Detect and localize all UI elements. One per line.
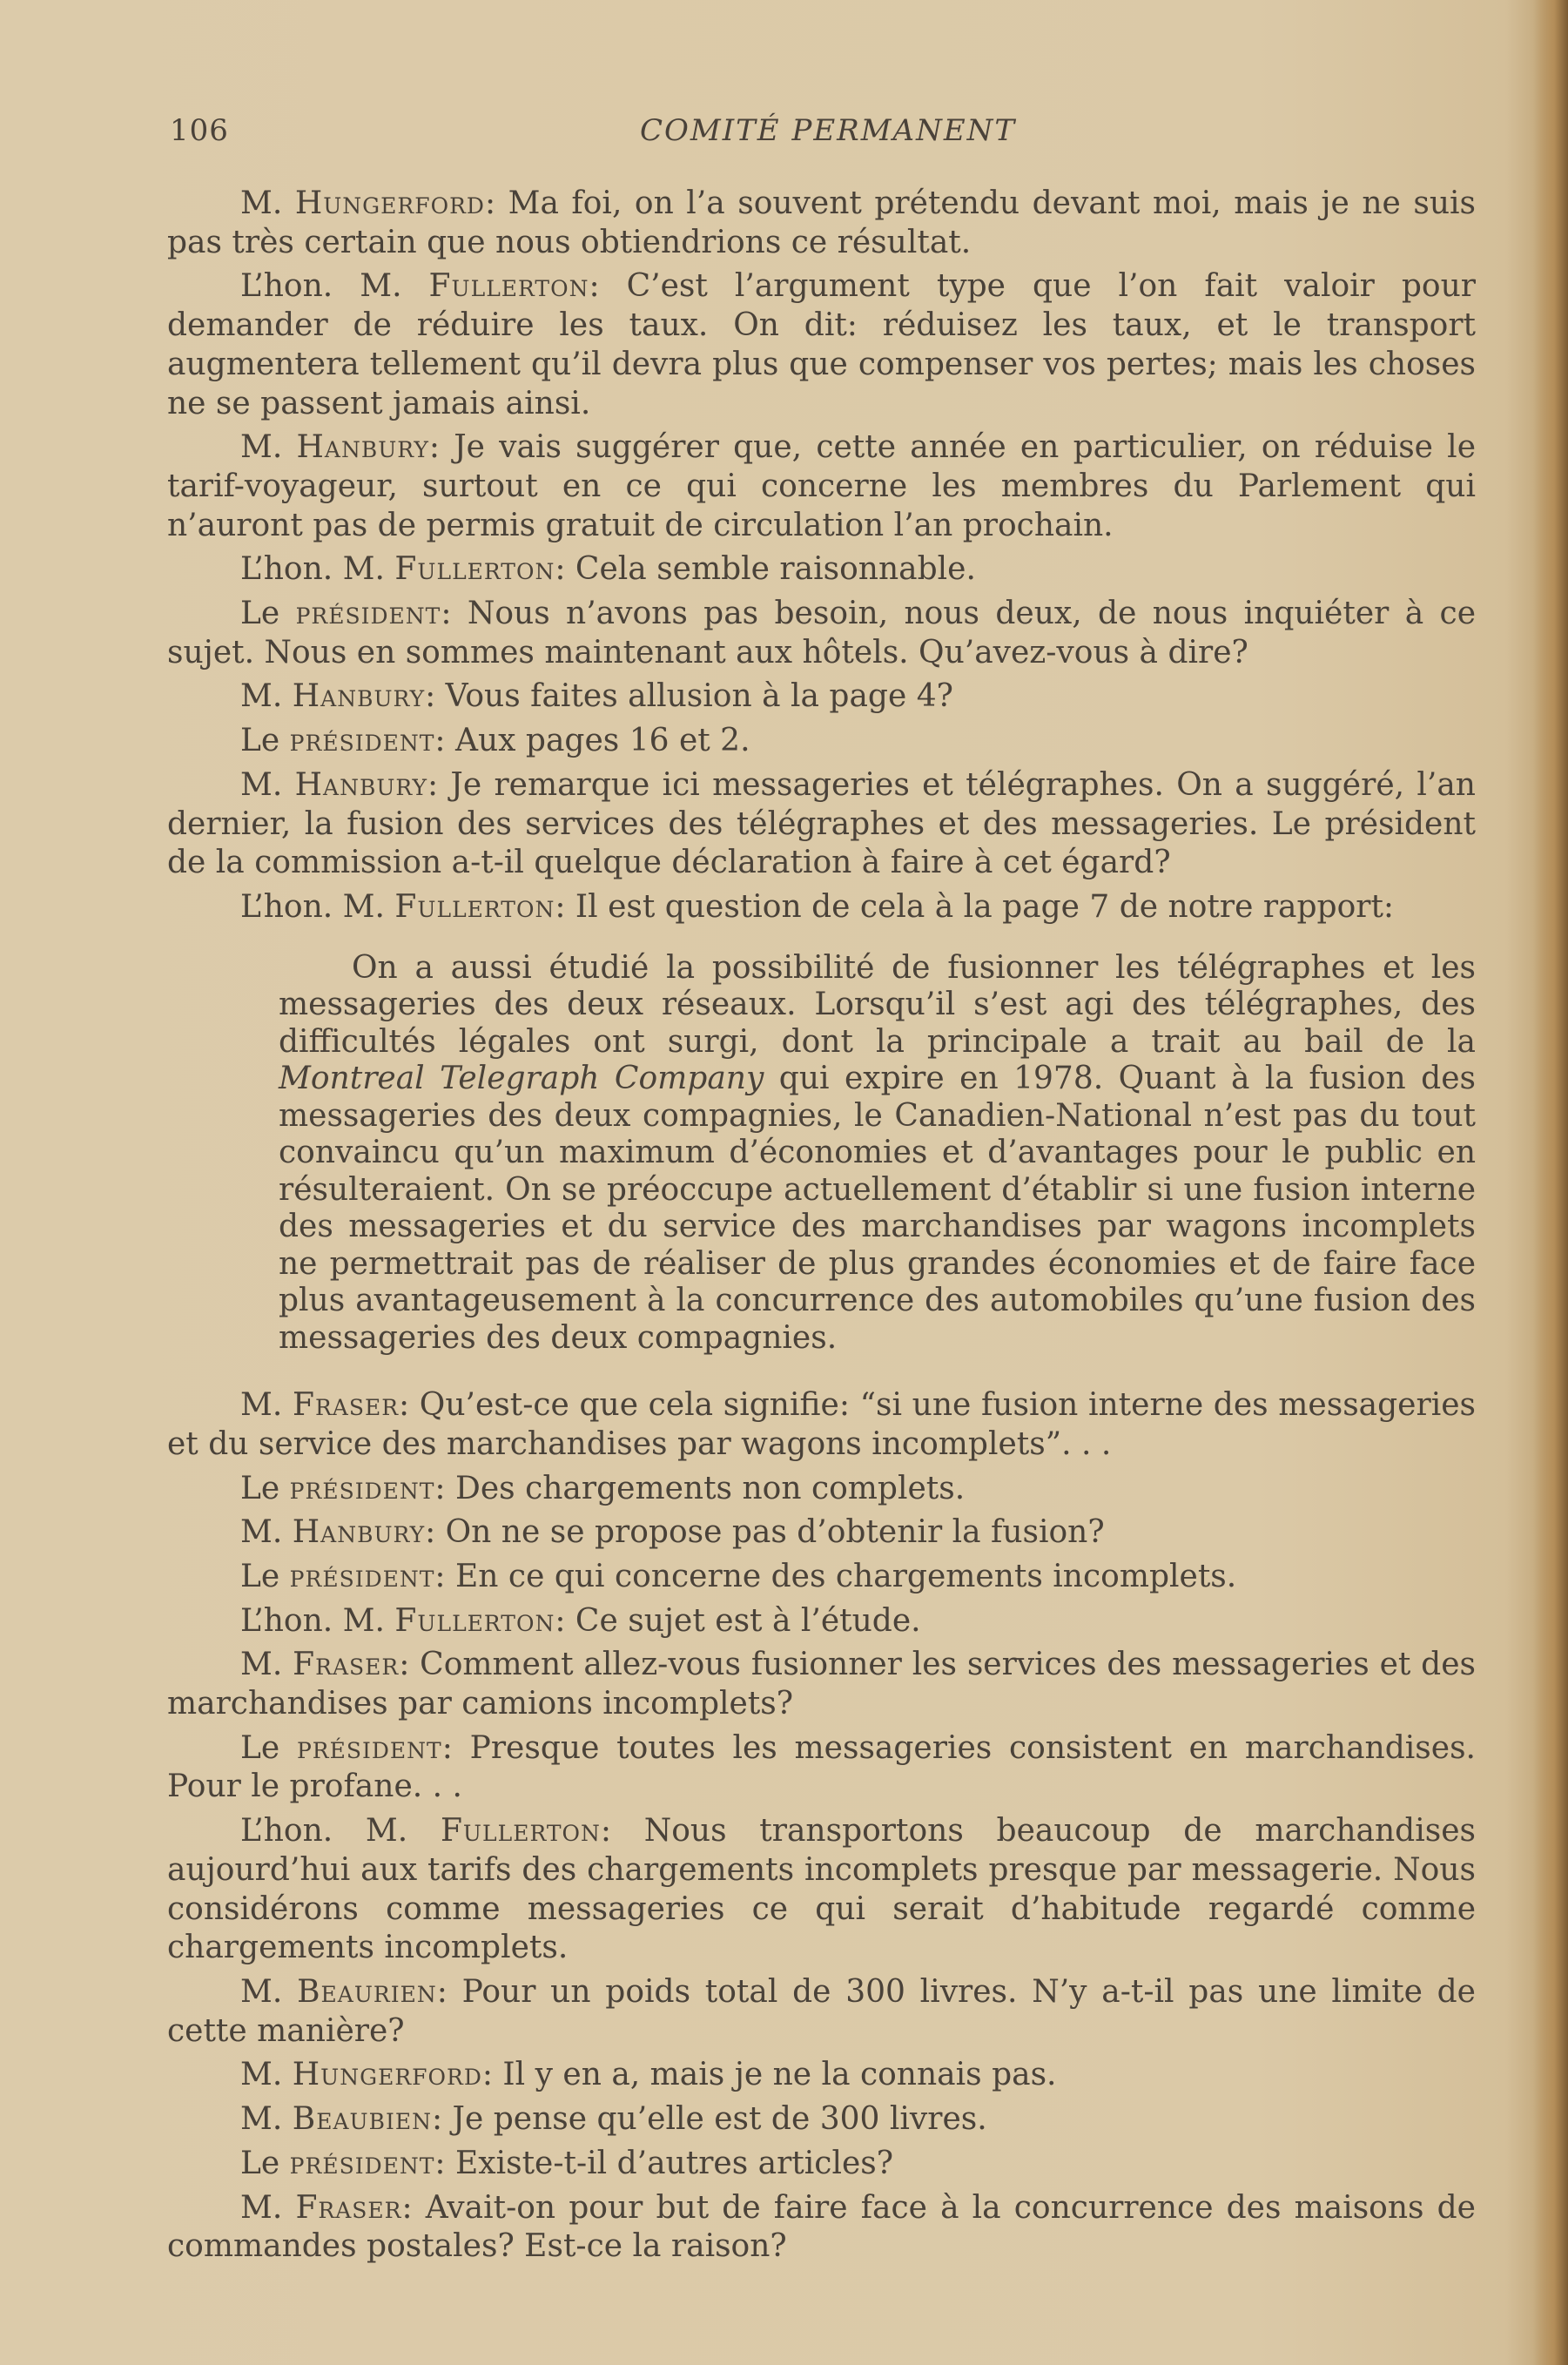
speaker-title: M. xyxy=(240,1974,283,2010)
paragraph-text: : Ma foi, on l’a souvent prétendu devant moi, mais je ne suis pas très certain que nous obtiendrions ce résultat. xyxy=(167,185,1476,260)
paragraph-text: : Presque toutes les messageries consistent en marchandises. Pour le profane. . . xyxy=(167,1729,1476,1805)
paragraph xyxy=(167,1558,1476,1597)
speaker-title: Le xyxy=(240,1729,280,1766)
paragraph xyxy=(167,2145,1476,2184)
paragraph-text: : Cela semble raisonnable. xyxy=(555,551,976,588)
speaker-title: M. xyxy=(240,766,283,803)
speaker-title: M. xyxy=(240,2101,283,2138)
paragraph-text: : Pour un poids total de 300 livres. N’y a-t-il pas une limite de cette manière? xyxy=(167,1974,1476,2049)
speaker-name: président xyxy=(296,1729,442,1766)
speaker-name: Fullerton xyxy=(394,551,555,588)
speaker-title: M. xyxy=(240,2057,283,2093)
speaker-name: Fullerton xyxy=(394,1602,555,1639)
paragraph-text: : Aux pages 16 et 2. xyxy=(434,723,750,759)
paragraph-text: : Nous n’avons pas besoin, nous deux, de nous inquiéter à ce sujet. Nous en sommes maintenant aux hôtels. Qu’avez-vous à dire? xyxy=(167,596,1476,670)
speaker-name: Fraser xyxy=(292,1387,400,1424)
paragraph xyxy=(167,2100,1476,2139)
speaker-name: Beaurien xyxy=(297,1974,437,2010)
speaker-name: Fullerton xyxy=(428,268,589,305)
paragraph xyxy=(167,1729,1476,1807)
quote-italic-title: Montreal Telegraph Company xyxy=(279,1061,764,1097)
body-text xyxy=(167,185,1476,2272)
speaker-name: Fraser xyxy=(295,2189,402,2226)
paragraph-text: : Ce sujet est à l’étude. xyxy=(555,1602,921,1639)
paragraph-text: : En ce qui concerne des chargements incomplets. xyxy=(434,1558,1237,1594)
paragraph-text: : Qu’est-ce que cela signifie: “si une fusion interne des messageries et du service des marchandises par wagons incomplets”. . . xyxy=(167,1387,1476,1462)
paragraph xyxy=(167,595,1476,672)
speaker-name: Fraser xyxy=(293,1647,400,1683)
speaker-name: président xyxy=(289,1470,435,1506)
paragraph-text: : Nous transportons beaucoup de marchandises aujourd’hui aux tarifs des chargements incomplets presque par messagerie. Nous considérons comme messageries ce qui serait d’habitude regardé comme chargements incomplets. xyxy=(167,1813,1476,1966)
paragraph-text: : Je pense qu’elle est de 300 livres. xyxy=(431,2101,987,2138)
paragraph-text: : Vous faites allusion à la page 4? xyxy=(425,678,953,715)
paragraph-text: : Il est question de cela à la page 7 de notre rapport: xyxy=(555,888,1395,925)
paragraph xyxy=(167,1470,1476,1509)
speaker-title: M. xyxy=(240,678,283,715)
speaker-title: L’hon. M. xyxy=(240,888,385,925)
speaker-name: président xyxy=(295,596,441,632)
paragraph-text: : Existe-t-il d’autres articles? xyxy=(434,2145,894,2181)
paragraph xyxy=(167,1973,1476,2051)
speaker-title: Le xyxy=(240,1470,280,1506)
paragraph xyxy=(167,267,1476,423)
speaker-title: M. xyxy=(240,1647,283,1683)
paragraph xyxy=(167,550,1476,590)
speaker-name: Hanbury xyxy=(294,766,427,803)
paragraph-text: : Je remarque ici messageries et télégraphes. On a suggéré, l’an dernier, la fusion des services des télégraphes et des messageries. Le président de la commission a-t-il quelque déclaration à faire à cet égard? xyxy=(167,766,1476,881)
speaker-title: M. xyxy=(240,2189,283,2226)
paragraph xyxy=(167,722,1476,761)
block-quote xyxy=(279,950,1476,1358)
running-head: COMITÉ PERMANENT xyxy=(640,113,1017,148)
paragraph xyxy=(167,1513,1476,1553)
speaker-name: président xyxy=(289,723,435,759)
speaker-name: Hanbury xyxy=(292,678,426,715)
paragraph-text: : Je vais suggérer que, cette année en particulier, on réduise le tarif-voyageur, surtout en ce qui concerne les membres du Parlement qui n’auront pas de permis gratuit de circulation l’an prochain. xyxy=(167,429,1476,543)
speaker-title: Le xyxy=(240,596,280,632)
paragraph xyxy=(167,1646,1476,1723)
paragraph-text: : On ne se propose pas d’obtenir la fusion? xyxy=(425,1514,1105,1551)
speaker-title: M. xyxy=(240,185,283,221)
speaker-name: Hanbury xyxy=(292,1514,426,1551)
paragraph xyxy=(167,2056,1476,2095)
speaker-title: L’hon. M. xyxy=(240,1602,385,1639)
paragraph-text: : C’est l’argument type que l’on fait valoir pour demander de réduire les taux. On dit: réduisez les taux, et le transport augmentera tellement qu’il devra plus que compenser vos pertes; mais les choses ne se passent jamais ainsi. xyxy=(167,268,1476,421)
speaker-title: L’hon. M. xyxy=(240,1813,408,1850)
paragraph-text: : Comment allez-vous fusionner les services des messageries et des marchandises par camions incomplets? xyxy=(167,1647,1476,1722)
speaker-name: Fullerton xyxy=(440,1813,601,1850)
paragraph xyxy=(167,888,1476,927)
paragraph xyxy=(167,766,1476,883)
paragraph-text: : Des chargements non complets. xyxy=(434,1470,966,1506)
speaker-title: L’hon. M. xyxy=(240,268,402,305)
paragraph xyxy=(167,2189,1476,2267)
page-header xyxy=(170,113,1476,165)
page-edge xyxy=(1533,0,1568,2365)
paragraph xyxy=(167,677,1476,717)
speaker-name: Hungerford xyxy=(294,185,485,221)
speaker-title: Le xyxy=(240,2145,280,2181)
speaker-name: Beaubien xyxy=(292,2101,432,2138)
quote-text-after: qui expire en 1978. Quant à la fusion des messageries des deux compagnies, le Canadien-National n’est pas du tout convaincu qu’un maximum d’économies et d’avantages pour le public en résulteraient. On se préoccupe actuellement d’établir si une fusion interne des messageries et du service des marchandises par wagons incomplets ne permettrait pas de réaliser de plus grandes économies et de faire face plus avantageusement à la concurrence des automobiles qu’une fusion des messageries des deux compagnies. xyxy=(279,1061,1476,1356)
speaker-name: président xyxy=(289,2145,435,2181)
speaker-name: Hanbury xyxy=(296,429,429,466)
speaker-name: Hungerford xyxy=(292,2057,482,2093)
paragraph xyxy=(167,1386,1476,1464)
speaker-name: président xyxy=(289,1558,435,1594)
paragraph xyxy=(167,1812,1476,1968)
quote-text-before: On a aussi étudié la possibilité de fusionner les télégraphes et les messageries des deux réseaux. Lorsqu’il s’est agi des télégraphes, des difficultés légales ont surgi, dont la principale a trait au bail de la xyxy=(279,949,1476,1060)
speaker-title: M. xyxy=(240,1514,283,1551)
paragraph xyxy=(167,185,1476,262)
paragraph-text: : Avait-on pour but de faire face à la concurrence des maisons de commandes postales? Est-ce la raison? xyxy=(167,2189,1476,2265)
paragraph xyxy=(167,1602,1476,1641)
speaker-title: M. xyxy=(240,1387,283,1424)
speaker-title: L’hon. M. xyxy=(240,551,385,588)
speaker-title: Le xyxy=(240,1558,280,1594)
paragraph-text: : Il y en a, mais je ne la connais pas. xyxy=(481,2057,1057,2093)
speaker-title: Le xyxy=(240,723,280,759)
paragraph xyxy=(167,428,1476,545)
page-number: 106 xyxy=(170,113,229,148)
speaker-title: M. xyxy=(240,429,283,466)
speaker-name: Fullerton xyxy=(394,888,555,925)
